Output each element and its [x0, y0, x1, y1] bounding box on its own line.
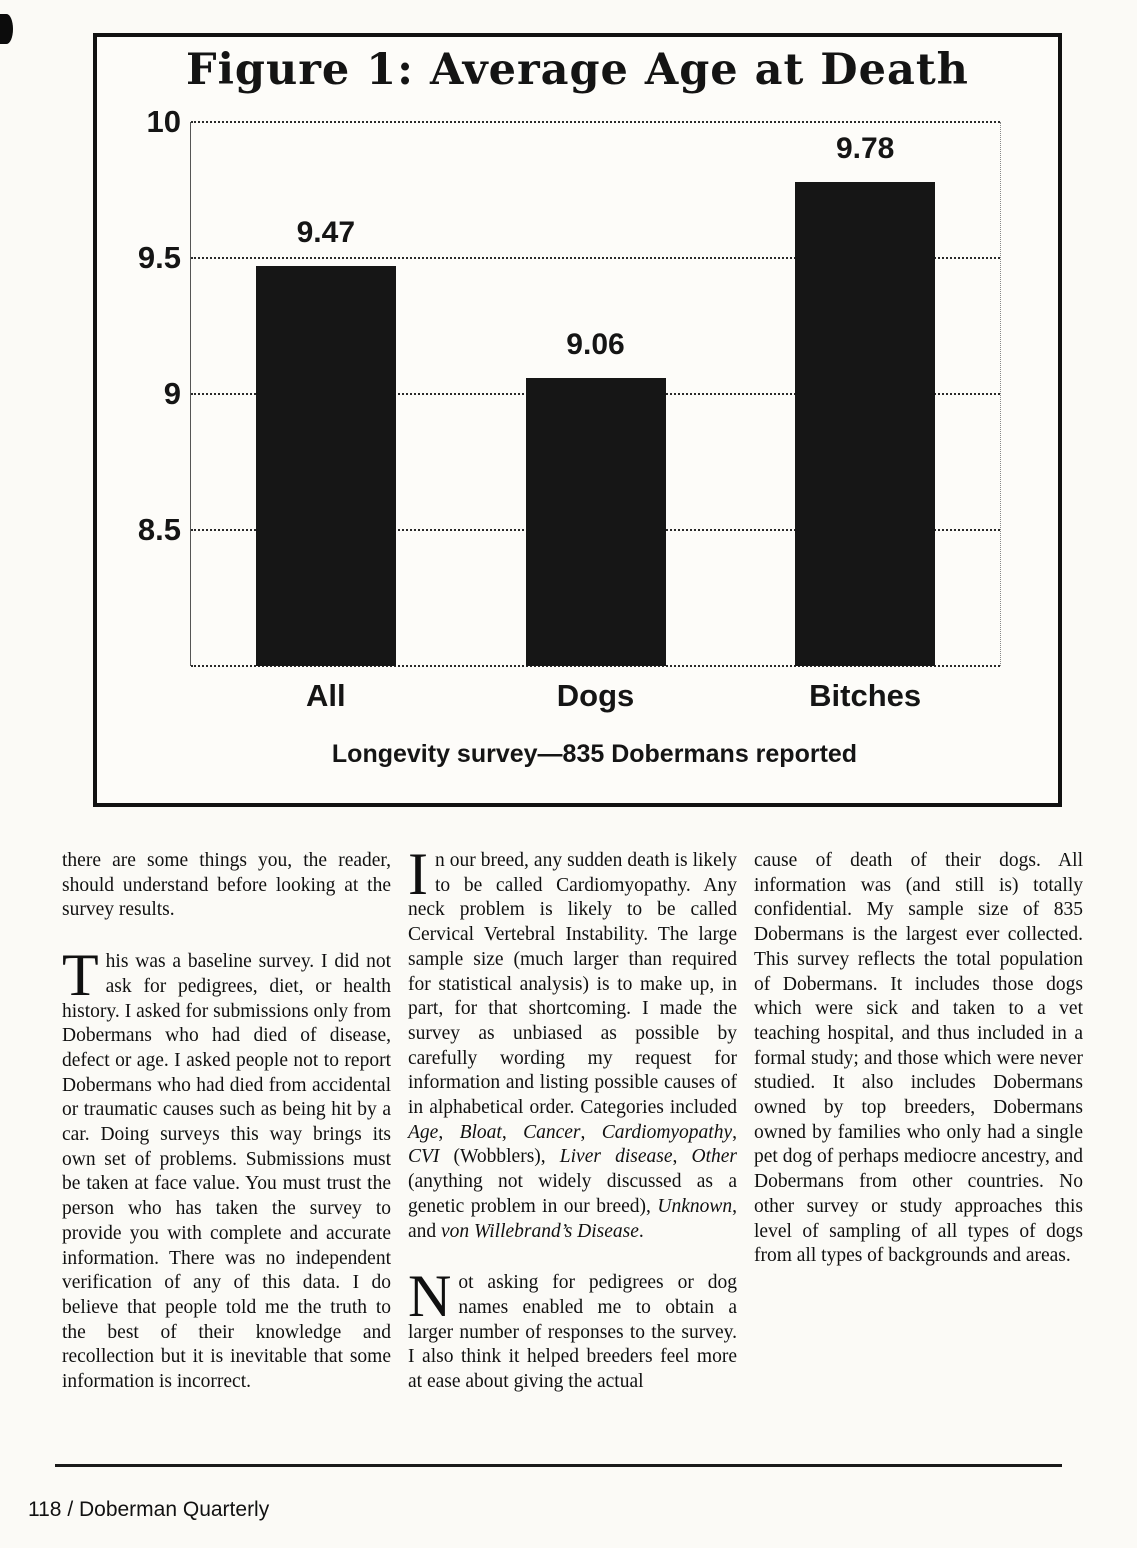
- column: [754, 849, 1083, 1395]
- chart-caption: Longevity survey—835 Dobermans reported: [331, 740, 858, 768]
- italic-run: von Willebrand’s Disease: [441, 1220, 639, 1242]
- paragraph: [754, 849, 1083, 1269]
- dropcap: T: [62, 942, 99, 1009]
- paragraph: [408, 1263, 737, 1395]
- text-run: (anything not widely discussed as a genetic problem in our breed),: [408, 1171, 737, 1217]
- paragraph: [408, 841, 738, 1244]
- text-run: there are some things you, the reader, should understand before looking at the survey results.: [62, 850, 391, 921]
- bar-value-label: 9.78: [835, 131, 895, 165]
- y-tick-label: 10: [146, 104, 181, 139]
- bar-value-label: 9.47: [296, 216, 356, 250]
- italic-run: Bloat: [459, 1121, 502, 1143]
- article: [62, 841, 1083, 1395]
- italic-run: Other: [691, 1146, 737, 1168]
- text-run: (Wobblers),: [439, 1146, 560, 1168]
- bar: [795, 182, 935, 666]
- text-run: ,: [438, 1121, 460, 1143]
- bar: [256, 266, 396, 666]
- column: [62, 849, 391, 1395]
- italic-run: Cancer: [523, 1121, 581, 1143]
- italic-run: Age: [408, 1121, 439, 1143]
- text-run: n our breed, any sudden death is likely to be called Cardiomyopathy. Any neck problem is likely to be called Cervical Vertebral Instability. The large sample size (much larger than required for statistical analysis) is to make up, in part, for that shortcoming. I made the survey as unbiased as possible by carefully wording my request for information and listing possible causes of in alphabetical order. Categories included: [408, 850, 737, 1119]
- paragraph: [62, 942, 391, 1395]
- chart-title: Figure 1: Average Age at Death: [186, 45, 969, 95]
- text-run: his was a baseline survey. I did not ask for pedigrees, diet, or health history. I asked for submissions only from Dobermans who had died of disease, defect or age. I asked people not to report Dobermans who had died from accidental or traumatic causes such as being hit by a car. Doing surveys this way brings its own set of problems. Submissions must be taken at face value. You must trust the person who has taken the survey to provide you with complete and accurate information. There was no independent verification of any of this data. I do believe that people told me the truth to the best of their knowledge and recollection but it is inevitable that some information is incorrect.: [62, 951, 391, 1393]
- category-label: Dogs: [556, 678, 635, 713]
- bar-value-label: 9.06: [566, 327, 625, 361]
- italic-run: Liver disease: [559, 1146, 673, 1168]
- text-run: ot asking for pedigrees or dog names enabled me to obtain a larger number of responses to the survey. I also think it helped breeders feel more at ease about giving the actual: [408, 1272, 737, 1393]
- italic-run: Unknown: [657, 1195, 733, 1217]
- text-run: ,: [672, 1146, 692, 1168]
- italic-run: Cardiomyopathy: [601, 1121, 733, 1143]
- paragraph: [62, 849, 391, 923]
- dropcap: N: [408, 1263, 452, 1330]
- italic-run: CVI: [408, 1146, 440, 1168]
- category-label: Bitches: [809, 678, 922, 713]
- y-tick-label: 9: [163, 376, 181, 411]
- bar: [526, 378, 666, 666]
- dropcap: I: [408, 841, 428, 907]
- gridline: [191, 121, 1000, 123]
- figure-box: [93, 33, 1062, 807]
- category-label: All: [306, 678, 346, 713]
- plot-area: [137, 104, 1001, 713]
- text-run: cause of death of their dogs. All information was (and still is) totally confidential. My sample size of 835 Dobermans is the largest ever collected. This survey reflects the total population of Dobermans. It includes those dogs which were sick and taken to a vet teaching hospital, and thus included in a formal study; and those which were never studied. It also includes Dobermans owned by top breeders, Dobermans owned by families who only had a single pet dog of perhaps mediocre ancestry, and Dobermans from other countries. No other survey or study approaches this level of sampling of all types of dogs from all types of backgrounds and areas.: [754, 850, 1083, 1267]
- column: [408, 841, 738, 1395]
- y-tick-label: 8.5: [137, 512, 181, 547]
- scan-artifact: [0, 14, 13, 44]
- footer-rule: [55, 1464, 1062, 1467]
- text-run: ,: [501, 1121, 524, 1143]
- text-run: ,: [732, 1121, 738, 1143]
- y-tick-label: 9.5: [137, 240, 181, 275]
- text-run: ,: [580, 1121, 602, 1143]
- text-run: , and: [408, 1195, 737, 1242]
- page-number-label: 118 / Doberman Quarterly: [28, 1498, 270, 1521]
- text-run: .: [638, 1220, 644, 1242]
